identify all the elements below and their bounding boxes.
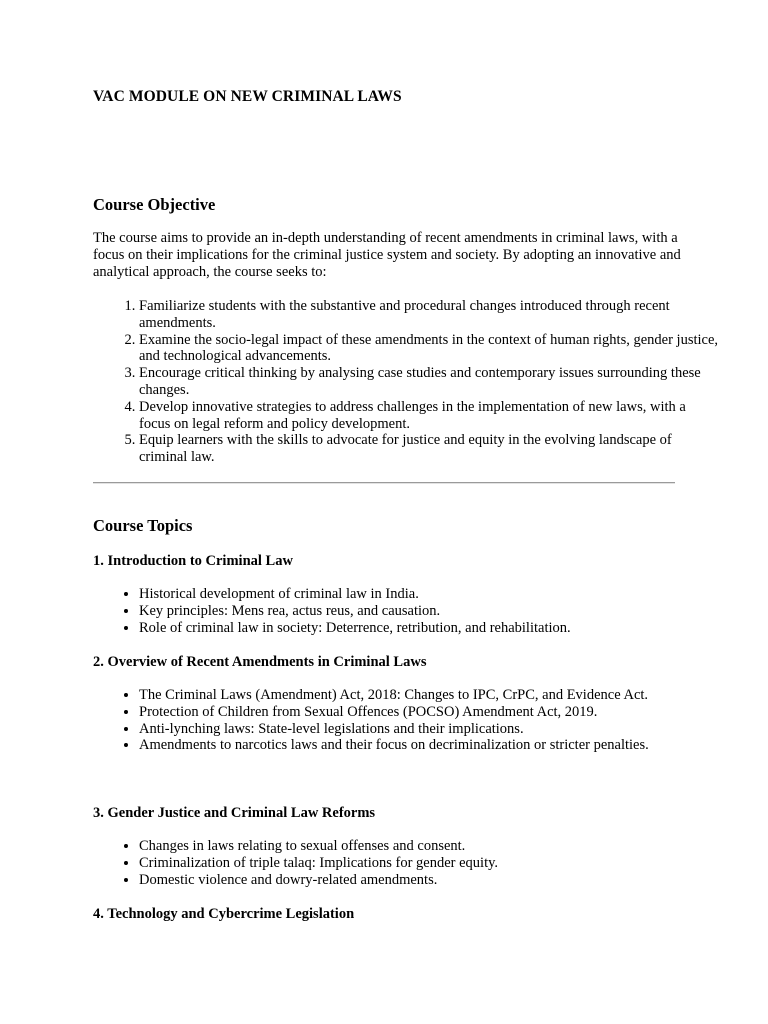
course-objective-list	[93, 298, 719, 466]
topic-list-gender-justice	[93, 838, 719, 888]
course-topics-heading: Course Topics	[93, 516, 193, 535]
document-title: VAC MODULE ON NEW CRIMINAL LAWS	[93, 88, 402, 105]
topic-list-introduction	[93, 586, 719, 636]
objective-item: 4. Develop innovative strategies to address challenges in the implementation of new laws, with a focus on legal reform and policy development.	[139, 399, 719, 433]
topic-heading-recent-amendments: 2. Overview of Recent Amendments in Criminal Laws	[93, 654, 427, 670]
topic-list-item: • Anti-lynching laws: State-level legislations and their implications.	[139, 721, 719, 738]
section-divider	[93, 482, 675, 484]
objective-item: 3. Encourage critical thinking by analysing case studies and contemporary issues surrounding these changes.	[139, 365, 719, 399]
topic-list-item: • Domestic violence and dowry-related amendments.	[139, 872, 719, 889]
topic-list-item: • Role of criminal law in society: Deterrence, retribution, and rehabilitation.	[139, 620, 719, 637]
topic-list-recent-amendments	[93, 687, 719, 754]
topic-list-item: • Criminalization of triple talaq: Implications for gender equity.	[139, 855, 719, 872]
topic-list-item: • Protection of Children from Sexual Offences (POCSO) Amendment Act, 2019.	[139, 704, 719, 721]
course-objective-heading: Course Objective	[93, 195, 216, 214]
topic-heading-introduction: 1. Introduction to Criminal Law	[93, 553, 293, 569]
topic-list-item: • Changes in laws relating to sexual offenses and consent.	[139, 838, 719, 855]
topic-list-item: • Key principles: Mens rea, actus reus, and causation.	[139, 603, 719, 620]
objective-item: 1. Familiarize students with the substantive and procedural changes introduced through recent amendments.	[139, 298, 719, 332]
topic-list-item: • Historical development of criminal law in India.	[139, 586, 719, 603]
topic-heading-technology-cybercrime: 4. Technology and Cybercrime Legislation	[93, 906, 355, 922]
objective-item: 5. Equip learners with the skills to advocate for justice and equity in the evolving landscape of criminal law.	[139, 432, 719, 466]
course-objective-intro: The course aims to provide an in-depth understanding of recent amendments in criminal laws, with a focus on their implications for the criminal justice system and society. By adopting an innovative and analytical approach, the course seeks to:	[93, 230, 681, 280]
topic-list-item: • Amendments to narcotics laws and their focus on decriminalization or stricter penalties.	[139, 737, 719, 754]
topic-list-item: • The Criminal Laws (Amendment) Act, 2018: Changes to IPC, CrPC, and Evidence Act.	[139, 687, 719, 704]
topic-heading-gender-justice: 3. Gender Justice and Criminal Law Reforms	[93, 805, 376, 821]
objective-item: 2. Examine the socio-legal impact of these amendments in the context of human rights, gender justice, and technological advancements.	[139, 332, 719, 366]
